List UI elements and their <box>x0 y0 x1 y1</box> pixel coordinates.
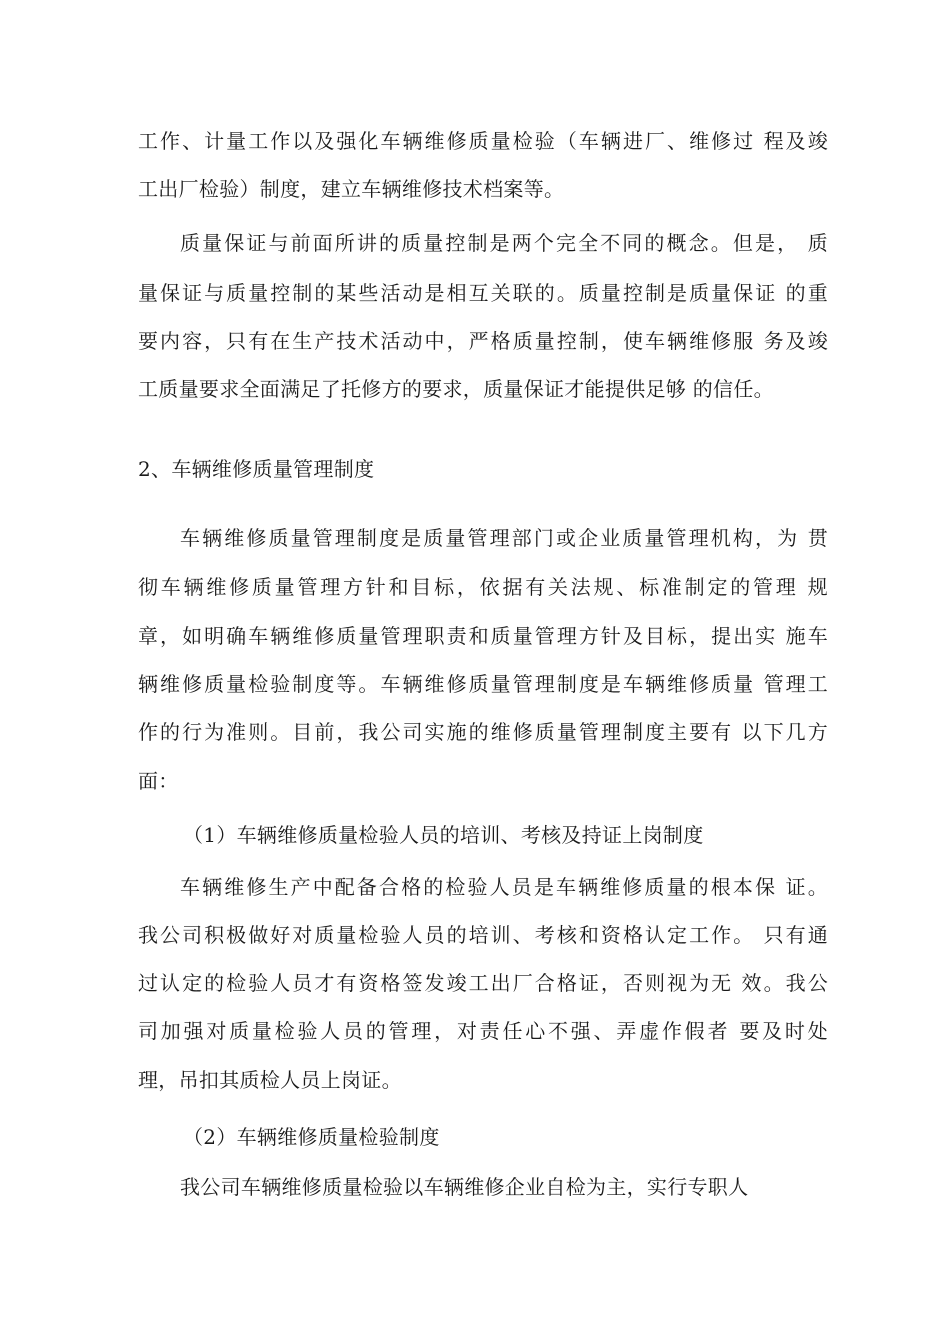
paragraph-line: 量保证与质量控制的某些活动是相互关联的。质量控制是质量保证 的重 <box>138 281 828 305</box>
paragraph-line: 作的行为准则。目前，我公司实施的维修质量管理制度主要有 以下几方 <box>138 720 828 744</box>
paragraph-line: 车辆维修质量管理制度是质量管理部门或企业质量管理机构，为 贯 <box>180 526 828 550</box>
paragraph-line: 章，如明确车辆维修质量管理职责和质量管理方针及目标，提出实 施车 <box>138 624 828 648</box>
paragraph-line: 理，吊扣其质检人员上岗证。 <box>138 1068 402 1092</box>
subsection-heading: （2）车辆维修质量检验制度 <box>183 1125 440 1149</box>
paragraph-line: 过认定的检验人员才有资格签发竣工出厂合格证，否则视为无 效。我公 <box>138 971 828 995</box>
paragraph-line: 面： <box>138 769 179 793</box>
paragraph-line: 质量保证与前面所讲的质量控制是两个完全不同的概念。但是， 质 <box>180 231 828 255</box>
paragraph-line: 工质量要求全面满足了托修方的要求，质量保证才能提供足够 的信任。 <box>138 377 774 401</box>
paragraph-line: 工作、计量工作以及强化车辆维修质量检验（车辆进厂、维修过 程及竣 <box>138 129 828 153</box>
paragraph-line: 工出厂检验）制度，建立车辆维修技术档案等。 <box>138 177 565 201</box>
paragraph-line: 我公司积极做好对质量检验人员的培训、考核和资格认定工作。 只有通 <box>138 923 828 947</box>
paragraph-line: 辆维修质量检验制度等。车辆维修质量管理制度是车辆维修质量 管理工 <box>138 672 828 696</box>
paragraph-line: 车辆维修生产中配备合格的检验人员是车辆维修质量的根本保 证。 <box>180 875 828 899</box>
subsection-heading: （1）车辆维修质量检验人员的培训、考核及持证上岗制度 <box>183 823 704 847</box>
paragraph-line: 彻车辆维修质量管理方针和目标，依据有关法规、标准制定的管理 规 <box>138 575 828 599</box>
section-heading: 2、车辆维修质量管理制度 <box>138 457 375 481</box>
paragraph-line: 我公司车辆维修质量检验以车辆维修企业自检为主，实行专职人 <box>180 1175 749 1199</box>
paragraph-line: 要内容，只有在生产技术活动中，严格质量控制，使车辆维修服 务及竣 <box>138 329 828 353</box>
paragraph-line: 司加强对质量检验人员的管理，对责任心不强、弄虚作假者 要及时处 <box>138 1019 828 1043</box>
